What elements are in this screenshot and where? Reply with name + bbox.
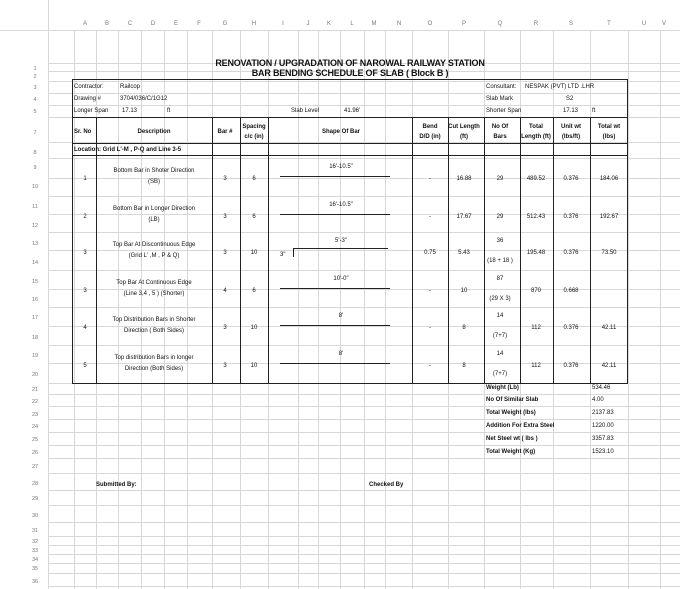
grid-hline [48, 458, 680, 459]
drawing-value: 3704/036/C/1G12 [120, 96, 168, 102]
item-bend: 0.75 [424, 250, 436, 256]
row-number-12: 12 [31, 223, 39, 229]
header-no-of-bars: Bars [493, 134, 507, 140]
slab-level-label: Slab Level [291, 108, 320, 114]
summary-value: 1523.10 [592, 449, 614, 455]
header-bottom-border [72, 143, 628, 144]
row-number-20: 20 [31, 372, 39, 378]
summary-label: Weight (Lb) [486, 385, 519, 391]
row-number-5: 5 [33, 109, 37, 115]
item-cut-length: 16.88 [456, 176, 472, 182]
summary-label: Addition For Extra Steel [486, 423, 555, 429]
bar-shape-line [280, 214, 390, 215]
item-description-sub: (LB) [148, 217, 160, 223]
item-total-length: 112 [531, 363, 541, 369]
item-total-weight: 42.11 [601, 325, 617, 331]
row-number-2: 2 [33, 74, 37, 80]
item-description: Bottom Bar in Shoter Direction [113, 168, 195, 174]
grid-hline [48, 406, 680, 407]
row-number-35: 35 [31, 566, 39, 572]
column-header-T: T [607, 21, 611, 27]
item-bar-size: 3 [223, 176, 227, 182]
table-top-border [72, 117, 628, 118]
row-number-29: 29 [31, 496, 39, 502]
column-header-I: I [282, 21, 284, 27]
item-no-of-bars-breakdown: (29 X 3) [489, 296, 511, 302]
row-number-32: 32 [31, 539, 39, 545]
summary-value: 4.00 [592, 397, 604, 403]
table-vline [590, 117, 591, 383]
summary-label: Net Steel wt ( lbs ) [486, 436, 538, 442]
item-sr-no: 1 [83, 176, 87, 182]
column-header-R: R [533, 21, 539, 27]
header-total-length: Length (ft) [521, 134, 551, 140]
row-number-14: 14 [31, 260, 39, 266]
item-no-of-bars: 29 [496, 176, 504, 182]
bar-shape-line [280, 363, 390, 364]
table-right-border [627, 79, 628, 383]
column-header-K: K [326, 21, 332, 27]
item-description-sub: Direction ( Both Sides) [123, 328, 185, 334]
grid-hline [48, 522, 680, 523]
row-number-30: 30 [31, 513, 39, 519]
longer-span-unit: ft [167, 108, 171, 114]
grid-hline [48, 289, 680, 290]
row-number-1: 1 [33, 66, 37, 72]
consultant-value: NESPAK (PVT) LTD .LHR [525, 84, 595, 90]
item-sr-no: 5 [83, 363, 87, 369]
grid-hline [48, 307, 680, 308]
item-sr-no: 4 [83, 325, 87, 331]
table-left-border [72, 79, 73, 383]
summary-label: Total Weight (lbs) [486, 410, 536, 416]
grid-hline [48, 232, 680, 233]
item-description-sub: (Line 3,4 , 5 ) (Shorter) [123, 291, 185, 297]
column-header-U: U [641, 21, 647, 27]
header-no-of: No Of [491, 124, 509, 130]
item-shape-length: 16'-10.5" [329, 164, 353, 170]
item-no-of-bars: 14 [496, 313, 504, 319]
row-number-13: 13 [31, 241, 39, 247]
row-number-26: 26 [31, 450, 39, 456]
submitted-by: Submitted By: [96, 482, 137, 488]
grid-hline [48, 196, 680, 197]
item-description: Top Bar At Discontinuous Edge [112, 242, 196, 248]
bar-shape-line [280, 325, 390, 326]
item-no-of-bars: 36 [496, 238, 504, 244]
slab-level-value: 41.96' [344, 108, 361, 114]
item-bend: - [429, 363, 431, 369]
item-shape-length: 8' [338, 313, 344, 319]
row-number-21: 21 [31, 387, 39, 393]
item-unit-weight: 0.376 [563, 363, 579, 369]
grid-hline [48, 554, 680, 555]
row-header-divider [48, 0, 49, 589]
row-number-24: 24 [31, 424, 39, 430]
row-number-33: 33 [31, 548, 39, 554]
grid-hline [48, 545, 680, 546]
summary-label: Total Weight (Kg) [486, 449, 536, 455]
item-shape-length: 8' [338, 351, 344, 357]
item-spacing: 10 [250, 250, 258, 256]
item-description-sub: (SB) [148, 179, 160, 185]
column-header-M: M [371, 21, 377, 27]
column-header-G: G [222, 21, 228, 27]
item-bar-size: 3 [223, 325, 227, 331]
checked-by: Checked By [369, 482, 404, 488]
table-vline [484, 117, 485, 383]
summary-value: 3357.83 [592, 436, 614, 442]
row-number-34: 34 [31, 557, 39, 563]
item-description: Top Bar At Continuous Edge [116, 280, 192, 286]
item-total-length: 489.52 [526, 176, 546, 182]
consultant-label: Consultant: [486, 84, 517, 90]
item-description: Bottom Bar in Longer Direction [112, 206, 196, 212]
header-unit-wt-unit: (lbs/ft) [561, 134, 581, 140]
grid-hline [48, 536, 680, 537]
item-bend: - [429, 176, 431, 182]
grid-hline [48, 105, 680, 106]
header-bend: Bend [422, 124, 438, 130]
item-cut-length: 8 [462, 325, 466, 331]
row-number-16: 16 [31, 297, 39, 303]
table-vline [448, 117, 449, 383]
item-spacing: 10 [250, 363, 258, 369]
row-number-31: 31 [31, 528, 39, 534]
item-unit-weight: 0.376 [563, 214, 579, 220]
shorter-span-label: Shorter Span [486, 108, 522, 114]
row-number-25: 25 [31, 437, 39, 443]
header-sr-no: Sr. No [74, 129, 92, 135]
item-shape-length: 16'-10.5" [329, 202, 353, 208]
item-total-weight: 192.67 [599, 214, 619, 220]
item-no-of-bars: 87 [496, 276, 504, 282]
row-number-23: 23 [31, 412, 39, 418]
bar-shape-hook [293, 248, 294, 257]
slab-mark-label: Slab Mark [486, 96, 514, 102]
row-number-17: 17 [31, 315, 39, 321]
summary-value: 2137.83 [592, 410, 614, 416]
header-total-wt: Total wt [597, 124, 621, 130]
item-hook-length: 3" [280, 252, 286, 258]
header-spacing-unit: c/c (in) [244, 134, 264, 140]
summary-value: 534.46 [592, 385, 611, 391]
grid-hline [48, 178, 680, 179]
column-header-H: H [251, 21, 257, 27]
slab-mark-value: S2 [566, 96, 574, 102]
item-total-length: 112 [531, 325, 541, 331]
item-no-of-bars-breakdown: (18 + 18 ) [487, 258, 513, 264]
item-unit-weight: 0.376 [563, 250, 579, 256]
shorter-span-value: 17.13 [563, 108, 579, 114]
header-bend-unit: D/D (in) [419, 134, 441, 140]
item-unit-weight: 0.376 [563, 176, 579, 182]
location-row: Location: Grid L'-M , P-Q and Line 3-5 [74, 147, 182, 153]
row-number-19: 19 [31, 353, 39, 359]
bar-shape-line [280, 288, 390, 289]
table-vline [412, 117, 413, 383]
item-shape-length: 10'-0" [333, 276, 349, 282]
table-bottom-border [72, 383, 628, 384]
item-unit-weight: 0.376 [563, 325, 579, 331]
bar-shape-line [280, 176, 390, 177]
item-description: Top Distribution Bars in Shorter [112, 317, 196, 323]
item-bar-size: 3 [223, 363, 227, 369]
grid-hline [48, 445, 680, 446]
item-no-of-bars-breakdown: (7+7) [492, 333, 508, 339]
item-bend: - [429, 214, 431, 220]
grid-hline [48, 158, 680, 159]
item-spacing: 6 [252, 214, 256, 220]
column-header-N: N [396, 21, 402, 27]
item-total-weight: 73.50 [601, 250, 617, 256]
header-shape: Shape Of Bar [321, 129, 361, 135]
item-shape-length: 5'-3" [335, 238, 347, 244]
grid-hline [48, 432, 680, 433]
item-cut-length: 8 [462, 363, 466, 369]
item-unit-weight: 0.668 [563, 288, 579, 294]
table-vline [240, 117, 241, 383]
table-vline [212, 117, 213, 383]
table-vline [96, 117, 97, 383]
grid-hline [48, 326, 680, 327]
drawing-label: Drawing # [74, 96, 102, 102]
column-header-J: J [306, 21, 310, 27]
item-total-length: 195.48 [526, 250, 546, 256]
row-number-15: 15 [31, 279, 39, 285]
contractor-label: Contractor: [74, 84, 104, 90]
column-header-P: P [461, 21, 467, 27]
item-description-sub: Direction (Both Sides) [124, 366, 184, 372]
item-no-of-bars-breakdown: (7+7) [492, 371, 508, 377]
header-total: Total [529, 124, 543, 130]
grid-hline [48, 573, 680, 574]
item-cut-length: 5.43 [458, 250, 470, 256]
column-header-O: O [427, 21, 433, 27]
grid-hline [48, 93, 680, 94]
longer-span-label: Longer Span [74, 108, 109, 114]
item-no-of-bars: 14 [496, 351, 504, 357]
header-cut-length-unit: (ft) [460, 134, 468, 140]
title-line-1: RENOVATION / UPGRADATION OF NAROWAL RAILWAY STATION [215, 58, 485, 68]
item-total-length: 870 [530, 288, 542, 294]
item-bend: - [429, 325, 431, 331]
column-header-F: F [197, 21, 201, 27]
row-number-4: 4 [33, 97, 37, 103]
table-vline [553, 117, 554, 383]
row-number-3: 3 [33, 85, 37, 91]
header-cut-length: Cut Length [448, 124, 480, 130]
item-bar-size: 4 [223, 288, 227, 294]
column-header-A: A [82, 21, 88, 27]
shorter-span-unit: ft [592, 108, 596, 114]
row-number-27: 27 [31, 464, 39, 470]
shape-left-header [268, 117, 269, 143]
grid-hline [48, 345, 680, 346]
row-number-7: 7 [33, 130, 37, 136]
row-number-22: 22 [31, 399, 39, 405]
item-no-of-bars: 29 [496, 214, 504, 220]
summary-value: 1220.00 [592, 423, 614, 429]
location-bottom-border [72, 155, 628, 156]
column-header-E: E [173, 21, 179, 27]
summary-label: No Of Similar Slab [486, 397, 539, 403]
item-total-length: 512.43 [526, 214, 546, 220]
item-bar-size: 3 [223, 250, 227, 256]
table-vline [520, 117, 521, 383]
grid-hline [48, 490, 680, 491]
item-sr-no: 3 [83, 288, 87, 294]
grid-hline [48, 250, 680, 251]
row-number-18: 18 [31, 335, 39, 341]
title-line-2: BAR BENDING SCHEDULE OF SLAB ( Block B ) [251, 68, 449, 78]
item-sr-no: 2 [83, 214, 87, 220]
table-vline [268, 117, 269, 383]
column-header-S: S [568, 21, 574, 27]
row-number-9: 9 [33, 165, 37, 171]
header-spacing: Spacing [242, 124, 266, 130]
info-top-border [72, 79, 628, 80]
item-cut-length: 10 [460, 288, 468, 294]
row-number-36: 36 [31, 579, 39, 585]
item-description: Top distribution Bars in longer [114, 355, 194, 361]
grid-hline [48, 473, 680, 474]
item-spacing: 10 [250, 325, 258, 331]
grid-hline [48, 586, 680, 587]
item-description-sub: (Grid L' ,M , P & Q) [128, 253, 180, 259]
grid-hline [48, 563, 680, 564]
header-bar: Bar # [217, 129, 233, 135]
item-bar-size: 3 [223, 214, 227, 220]
column-header-L: L [350, 21, 354, 27]
item-spacing: 6 [252, 176, 256, 182]
row-number-10: 10 [31, 184, 39, 190]
item-bend: - [429, 288, 431, 294]
longer-span-value: 17.13 [122, 108, 138, 114]
column-header-V: V [661, 21, 667, 27]
grid-hline [48, 394, 680, 395]
item-cut-length: 17.67 [456, 214, 472, 220]
header-total-wt-unit: (lbs) [602, 134, 616, 140]
item-spacing: 6 [252, 288, 256, 294]
column-header-B: B [104, 21, 110, 27]
grid-hline [48, 505, 680, 506]
grid-hline [48, 81, 680, 82]
row-number-28: 28 [31, 481, 39, 487]
item-sr-no: 3 [83, 250, 87, 256]
contractor-value: Railcop [120, 84, 141, 90]
item-total-weight: 184.06 [599, 176, 619, 182]
grid-hline [48, 419, 680, 420]
header-description: Description [137, 129, 171, 135]
grid-hline [48, 270, 680, 271]
row-number-8: 8 [33, 150, 37, 156]
column-header-D: D [150, 21, 156, 27]
row-number-11: 11 [32, 204, 38, 210]
column-header-Q: Q [497, 21, 503, 27]
item-total-weight: 42.11 [601, 363, 617, 369]
bar-shape-line [293, 248, 388, 249]
column-header-C: C [127, 21, 133, 27]
header-unit-wt: Unit wt [561, 124, 581, 130]
